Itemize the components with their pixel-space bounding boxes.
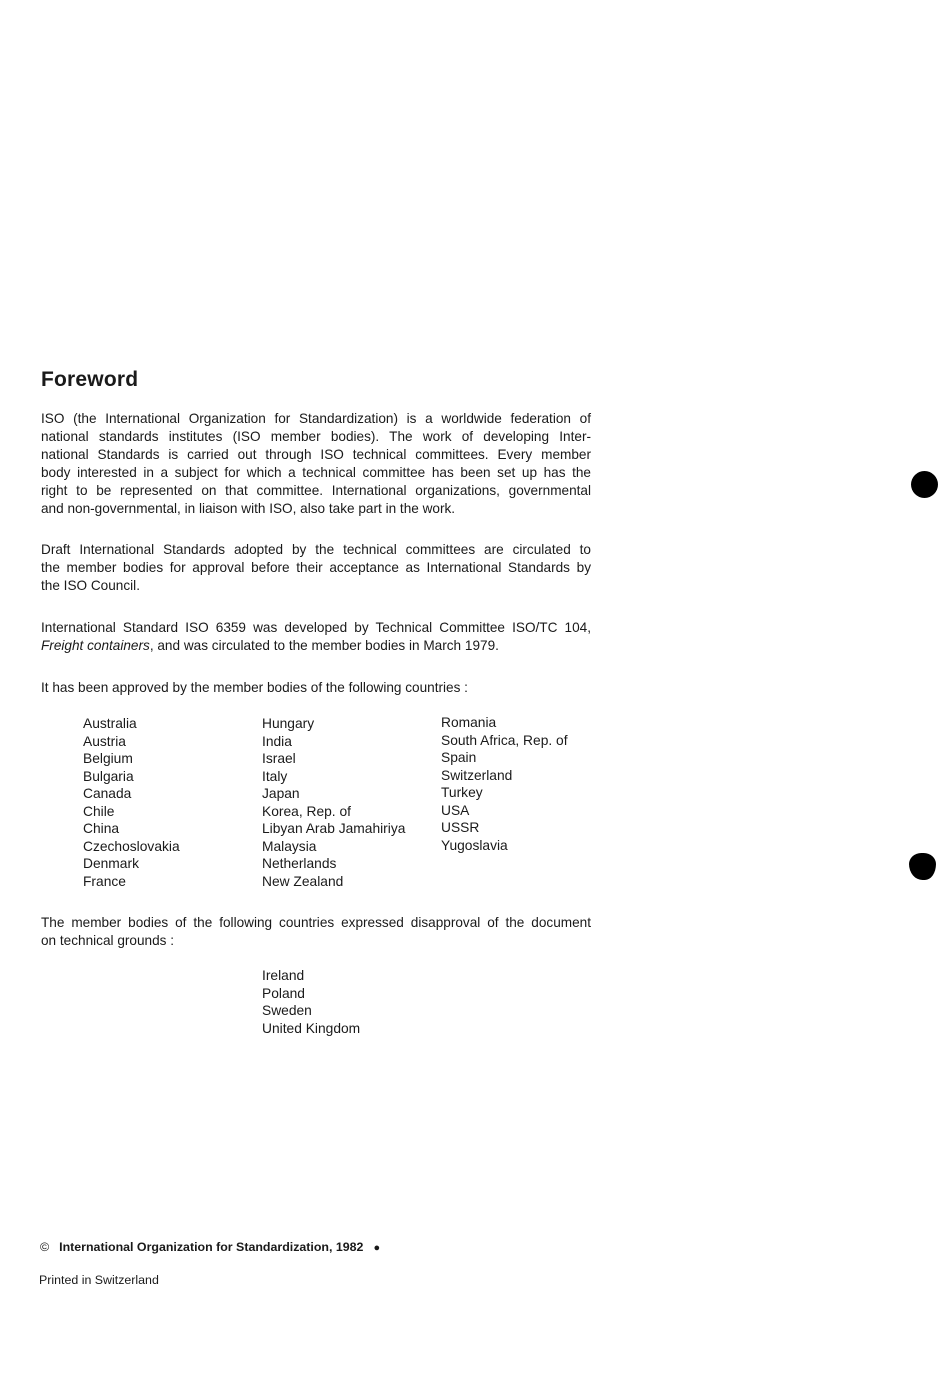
country-item: Belgium [83,751,133,766]
text-line: the ISO Council. [41,578,140,593]
country-item: Poland [262,985,305,1001]
country-item: USA [441,802,470,818]
text-line: and non-governmental, in liaison with ISO, also take part in the work. [41,501,456,516]
country-item: New Zealand [262,873,344,889]
country-item: Hungary [262,716,315,731]
country-item: Chile [83,803,115,819]
punch-hole-mark [911,471,938,498]
text-line: national Standards is carried out through ISO technical committees. Every member [41,447,591,462]
text-line: It has been approved by the member bodies of the following countries : [41,680,468,695]
country-item: Ireland [262,968,305,983]
country-item: Israel [262,751,296,766]
text-line: the member bodies for approval before their acceptance as International Standards by [41,560,591,575]
printed-in-note: Printed in Switzerland [39,1273,159,1287]
country-item: Austria [83,733,126,749]
country-item: Sweden [262,1003,312,1018]
country-item: Canada [83,786,132,801]
bullet-icon: ● [373,1242,381,1254]
country-item: Italy [262,768,288,784]
country-item: India [262,733,292,749]
paragraph-draft-standards [41,541,591,595]
copyright-text: International Organization for Standardization, 1982 [59,1240,364,1254]
text-line: The member bodies of the following countries expressed disapproval of the document [41,915,591,930]
country-item: Netherlands [262,856,337,871]
text-line: ISO (the International Organization for Standardization) is a worldwide federation of [41,411,591,426]
text-fragment: , and was circulated to the member bodies in March 1979. [149,638,499,653]
country-item: South Africa, Rep. of [441,732,568,748]
text-line: International Standard ISO 6359 was developed by Technical Committee ISO/TC 104, [41,620,591,635]
country-item: Switzerland [441,767,513,783]
paragraph-standard-origin [41,619,591,655]
country-item: Bulgaria [83,768,134,784]
country-item: Turkey [441,785,483,800]
country-item: Spain [441,750,477,765]
approving-countries-column-2 [262,715,405,890]
text-line: body interested in a subject for which a technical committee has been set up has the [41,465,591,480]
country-item: Denmark [83,856,139,871]
text-line: Draft International Standards adopted by the technical committees are circulated to [41,542,591,557]
text-line: on technical grounds : [41,933,175,948]
country-item: USSR [441,820,480,835]
country-item: Yugoslavia [441,837,508,853]
paragraph-iso-description [41,410,591,518]
country-item: France [83,873,126,889]
country-item: Korea, Rep. of [262,803,351,819]
country-item: China [83,821,120,836]
country-item: Romania [441,715,497,730]
committee-name: Freight containers [41,638,150,653]
country-item: Japan [262,786,300,801]
country-item: Malaysia [262,838,317,854]
country-item: United Kingdom [262,1020,361,1036]
country-item: Australia [83,716,137,731]
punch-hole-mark [909,853,936,880]
copyright-icon: © [40,1240,50,1254]
approving-countries-column-3 [441,714,568,854]
text-line: right to be represented on that committee. International organizations, governmental [41,483,591,498]
text-line [41,637,591,655]
disapproval-intro [41,914,591,950]
disapproving-countries-list [262,967,360,1037]
page-title: Foreword [41,368,139,391]
approving-countries-column-1 [83,715,180,890]
approval-intro [41,679,591,697]
country-item: Czechoslovakia [83,838,180,854]
country-item: Libyan Arab Jamahiriya [262,821,406,836]
copyright-line [40,1240,380,1254]
text-line: national standards institutes (ISO member bodies). The work of developing Inter- [41,429,591,444]
